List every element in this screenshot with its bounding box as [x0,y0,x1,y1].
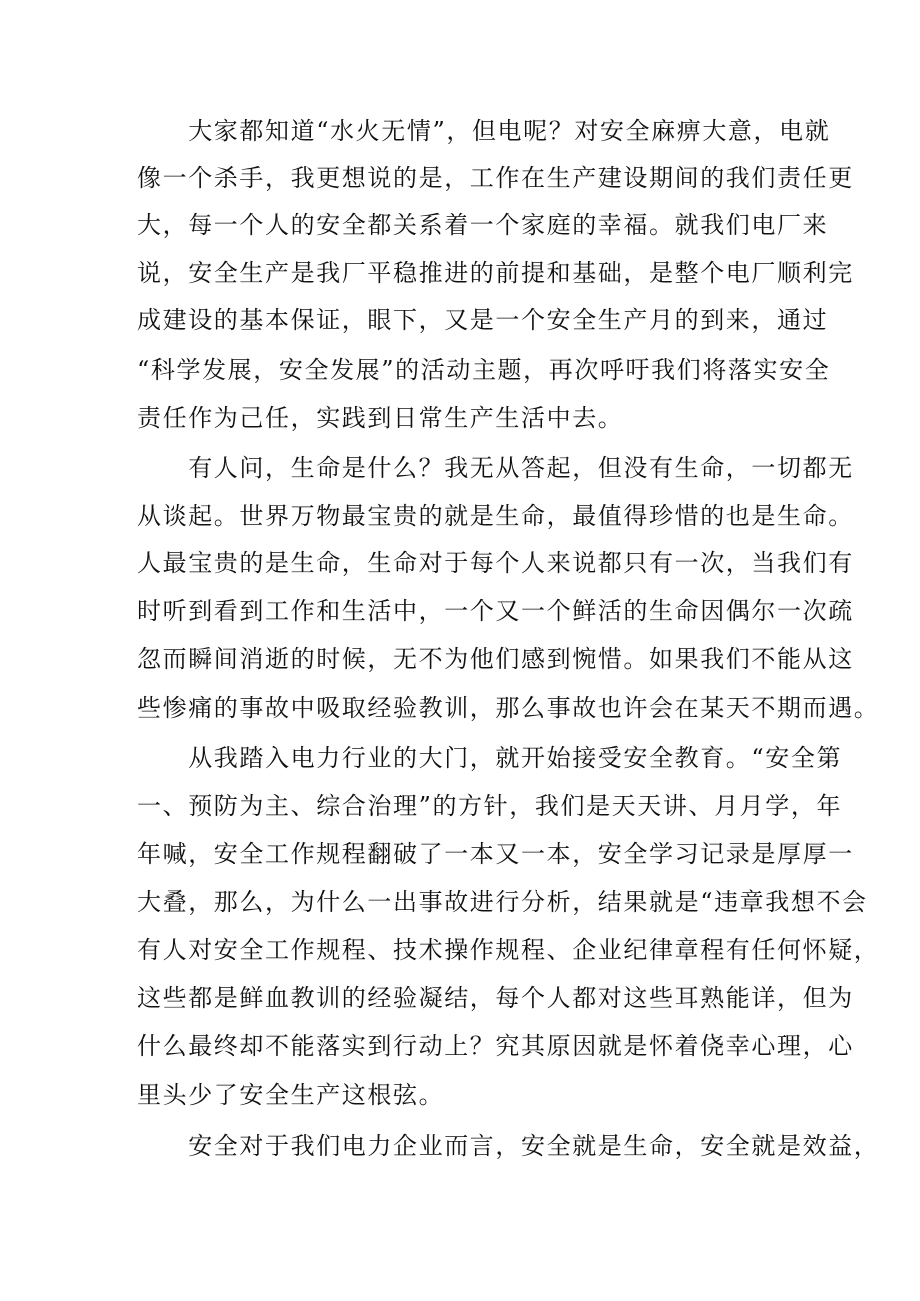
text-line: 大家都知道“水火无情”，但电呢？对安全麻痹大意，电就 [137,117,831,145]
text-line: 大，每一个人的安全都关系着一个家庭的幸福。就我们电厂来 [137,211,829,239]
text-line: 些惨痛的事故中吸取经验教训，那么事故也许会在某天不期而遇。 [137,694,880,722]
text-line: 一、预防为主、综合治理”的方针，我们是天天讲、月月学，年 [137,792,843,820]
text-line: 时听到看到工作和生活中，一个又一个鲜活的生命因偶尔一次疏 [137,597,854,625]
text-line: 有人问，生命是什么？我无从答起，但没有生命，一切都无 [137,454,854,482]
text-line: 人最宝贵的是生命，生命对于每个人来说都只有一次，当我们有 [137,549,854,577]
text-line: 从谈起。世界万物最宝贵的就是生命，最值得珍惜的也是生命。 [137,502,854,530]
text-line: 安全对于我们电力企业而言，安全就是生命，安全就是效益， [137,1132,880,1160]
text-line: 什么最终却不能落实到行动上？究其原因就是怀着侥幸心理，心 [137,1032,854,1060]
text-line: 像一个杀手，我更想说的是，工作在生产建设期间的我们责任更 [137,164,854,192]
text-line: “科学发展，安全发展”的活动主题，再次呼吁我们将落实安全 [137,356,831,384]
text-line: 年喊，安全工作规程翻破了一本又一本，安全学习记录是厚厚一 [137,840,854,868]
text-line: 里头少了安全生产这根弦。 [137,1081,445,1109]
text-line: 忽而瞬间消逝的时候，无不为他们感到惋惜。如果我们不能从这 [137,645,854,673]
text-line: 说，安全生产是我厂平稳推进的前提和基础，是整个电厂顺利完 [137,259,854,287]
text-line: 从我踏入电力行业的大门，就开始接受安全教育。“安全第 [137,744,843,772]
text-line: 责任作为己任，实践到日常生产生活中去。 [137,404,624,432]
text-line: 大叠，那么，为什么一出事故进行分析，结果就是“违章我想不会 [137,888,868,916]
text-line: 成建设的基本保证，眼下，又是一个安全生产月的到来，通过 [137,306,829,334]
text-line: 这些都是鲜血教训的经验凝结，每个人都对这些耳熟能详，但为 [137,984,854,1012]
text-line: 有人对安全工作规程、技术操作规程、企业纪律章程有任何怀疑， [137,936,880,964]
